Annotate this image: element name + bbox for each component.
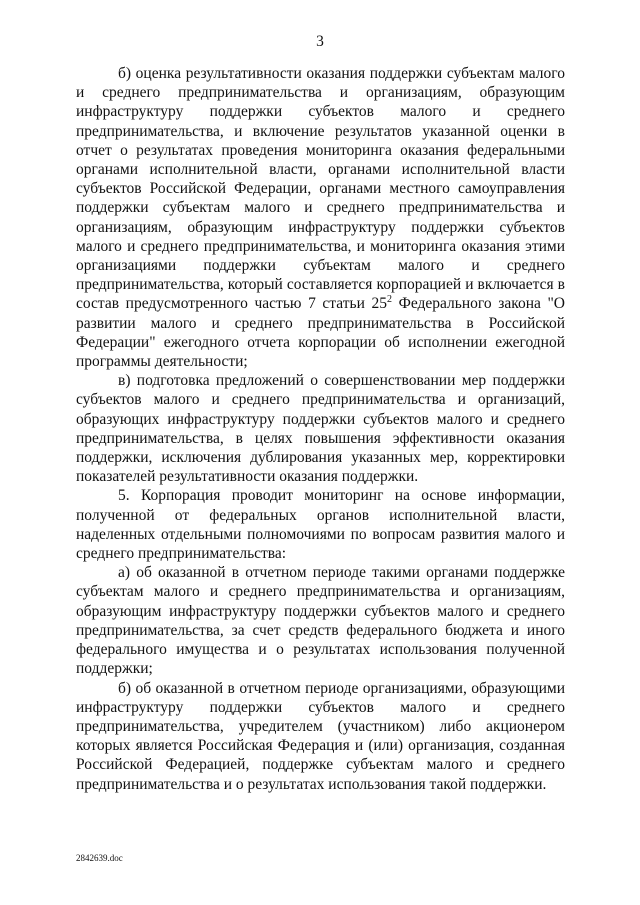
page-number: 3: [316, 33, 324, 50]
paragraph-a-support: а) об оказанной в отчетном периоде такими органами поддержке субъектам малого и среднего предпринимательства и организациям, образующим инфраструктуру поддержки субъектов малого и среднего предпринимательства, за счет средств федерального бюджета и иного федерального имущества и о результатах использования полученной поддержки;: [76, 564, 565, 678]
paragraph-5-monitoring: 5. Корпорация проводит мониторинг на основе информации, полученной от федеральных органов исполнительной власти, наделенных отдельными полномочиями по вопросам развития малого и среднего предпринимательства:: [76, 487, 565, 563]
footer-filename: 2842639.doc: [76, 853, 123, 863]
paragraph-b-assessment: [76, 64, 565, 371]
document-body: [76, 64, 565, 794]
paragraph-b-organizations: б) об оказанной в отчетном периоде организациями, образующими инфраструктуру поддержки субъектов малого и среднего предпринимательства, учредителем (участником) либо акционером которых является Российская Федерация и (или) организация, созданная Российской Федерацией, поддержке субъектам малого и среднего предпринимательства и о результатах использования такой поддержки.: [76, 679, 565, 793]
paragraph-text-continued: Федерального закона "О развитии малого и среднего предпринимательства в Российской Федерации" ежегодного отчета корпорации об исполнении ежегодной программы деятельности;: [76, 295, 565, 371]
paragraph-text: б) оценка результативности оказания поддержки субъектам малого и среднего предпринимательства и организациям, образующим инфраструктуру поддержки субъектов малого и среднего предпринимательства, и включение результатов указанной оценки в отчет о результатах проведения мониторинга оказания федеральными органами исполнительной власти, органами исполнительной власти субъектов Российской Федерации, органами местного самоуправления поддержки субъектам малого и среднего предпринимательства и организациям, образующим инфраструктуру поддержки субъектов малого и среднего предпринимательства, и мониторинга оказания этими организациями поддержки субъектам малого и среднего предпринимательства, который составляется корпорацией и включается в состав предусмотренного частью 7 статьи 25: [76, 65, 565, 313]
paragraph-v-proposals: в) подготовка предложений о совершенствовании мер поддержки субъектов малого и среднего предпринимательства и организаций, образующих инфраструктуру поддержки субъектов малого и среднего предпринимательства, в целях повышения эффективности оказания поддержки, исключения дублирования указанных мер, корректировки показателей результативности оказания поддержки.: [76, 372, 565, 486]
superscript: 2: [386, 294, 392, 306]
